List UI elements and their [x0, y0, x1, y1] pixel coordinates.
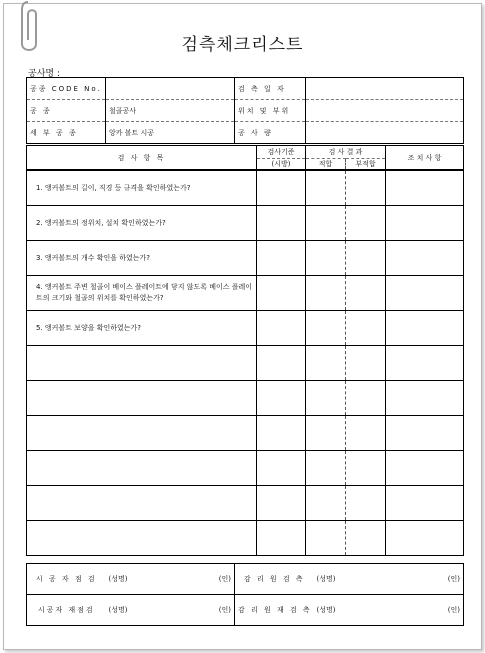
fail-cell: [346, 276, 386, 311]
header-row: [27, 100, 464, 122]
standard-cell: [257, 170, 306, 206]
column-header-standard: 검사기준: [257, 146, 306, 159]
column-header-pass: 적합: [306, 159, 346, 171]
action-cell: [386, 346, 464, 381]
pass-cell: [306, 170, 346, 206]
checklist-item-text: 2. 앵커볼트의 정위치, 설치 확인하였는가?: [27, 206, 257, 241]
column-header-fail: 부적합: [346, 159, 386, 171]
standard-cell: [257, 451, 306, 486]
action-cell: [386, 486, 464, 521]
fail-cell: [346, 241, 386, 276]
fail-cell: [346, 170, 386, 206]
header-label: 공 사 량: [235, 122, 306, 144]
header-value: 철골공사: [106, 100, 235, 122]
header-value: [306, 78, 464, 100]
pass-cell: [306, 451, 346, 486]
header-value: [306, 122, 464, 144]
action-cell: [386, 381, 464, 416]
standard-cell: [257, 311, 306, 346]
action-cell: [386, 276, 464, 311]
column-header-result: 검 사 결 과: [306, 146, 386, 159]
header-value: [106, 78, 235, 100]
checklist-item-text: [27, 381, 257, 416]
column-header-item: 검 사 항 목: [117, 153, 166, 162]
pass-cell: [306, 346, 346, 381]
header-info-table: [26, 77, 464, 144]
standard-cell: [257, 416, 306, 451]
fail-cell: [346, 416, 386, 451]
header-label: 검 측 일 자: [235, 78, 306, 100]
column-header-standard-sub: (시방): [257, 159, 306, 171]
checklist-item-text: 5. 앵커볼트 보양을 확인하였는가?: [27, 311, 257, 346]
signature-label: 시공자 재점검: [27, 595, 106, 626]
pass-cell: [306, 381, 346, 416]
fail-cell: [346, 311, 386, 346]
supervisor-label: 감 리 원 검 측: [235, 564, 314, 595]
checklist-row: [27, 346, 464, 381]
signer-name-field: (성명): [108, 575, 128, 583]
fail-cell: [346, 206, 386, 241]
action-cell: [386, 311, 464, 346]
supervisor-name-field: (성명): [314, 595, 386, 626]
fail-cell: [346, 486, 386, 521]
fail-cell: [346, 521, 386, 556]
column-header-action: 조 치 사 항: [386, 146, 464, 171]
page-title: 검측체크리스트: [181, 35, 304, 55]
signature-row: [27, 564, 464, 595]
signature-table: [26, 563, 464, 626]
seal-mark: (인): [218, 575, 231, 583]
checklist-item-text: [27, 521, 257, 556]
action-cell: [386, 170, 464, 206]
action-cell: [386, 416, 464, 451]
header-label: 위치 및 부위: [235, 100, 306, 122]
checklist-row: [27, 486, 464, 521]
fail-cell: [346, 346, 386, 381]
checklist-item-text: [27, 346, 257, 381]
seal-mark: (인): [386, 595, 464, 626]
checklist-row: [27, 241, 464, 276]
fail-cell: [346, 451, 386, 486]
action-cell: [386, 206, 464, 241]
seal-mark: (인): [447, 575, 460, 583]
checklist-row: [27, 276, 464, 311]
checklist-row: [27, 416, 464, 451]
action-cell: [386, 451, 464, 486]
checklist-row: [27, 170, 464, 206]
header-label: 공종 CODE No.: [30, 84, 102, 93]
signature-row: [27, 595, 464, 626]
action-cell: [386, 521, 464, 556]
checklist-item-text: [27, 451, 257, 486]
pass-cell: [306, 416, 346, 451]
standard-cell: [257, 241, 306, 276]
supervisor-label: 감 리 원 재 검 측: [235, 595, 314, 626]
checklist-row: [27, 521, 464, 556]
pass-cell: [306, 276, 346, 311]
header-row: [27, 78, 464, 100]
pass-cell: [306, 241, 346, 276]
checklist-item-text: 3. 앵커볼트의 개수 확인을 하였는가?: [27, 241, 257, 276]
checklist-row: [27, 206, 464, 241]
project-name-label: 공사명 :: [28, 69, 60, 79]
checklist-row: [27, 451, 464, 486]
pass-cell: [306, 486, 346, 521]
header-value: 앙카 볼트 시공: [106, 122, 235, 144]
checklist-item-text: 1. 앵커볼트의 길이, 직경 등 규격을 확인하였는가?: [27, 170, 257, 206]
seal-mark: (인): [178, 595, 235, 626]
signature-label: 시 공 자 점 검: [35, 575, 97, 583]
pass-cell: [306, 521, 346, 556]
header-label: 공 종: [27, 100, 106, 122]
checklist-table: [26, 145, 464, 556]
header-label: 세 부 공 종: [27, 122, 106, 144]
header-row: [27, 122, 464, 144]
action-cell: [386, 241, 464, 276]
header-value: [306, 100, 464, 122]
pass-cell: [306, 206, 346, 241]
standard-cell: [257, 521, 306, 556]
checklist-item-text: 4. 앵커볼트 주변 철골이 베이스 플레이트에 닿지 않도록 베이스 플레이트의 크기와 철골의 위치를 확인하였는가?: [27, 276, 257, 311]
supervisor-name-field: (성명): [316, 575, 336, 583]
checklist-row: [27, 381, 464, 416]
signer-name-field: (성명): [106, 595, 178, 626]
checklist-item-text: [27, 416, 257, 451]
checklist-item-text: [27, 486, 257, 521]
standard-cell: [257, 276, 306, 311]
pass-cell: [306, 311, 346, 346]
fail-cell: [346, 381, 386, 416]
standard-cell: [257, 206, 306, 241]
standard-cell: [257, 486, 306, 521]
standard-cell: [257, 346, 306, 381]
checklist-row: [27, 311, 464, 346]
standard-cell: [257, 381, 306, 416]
